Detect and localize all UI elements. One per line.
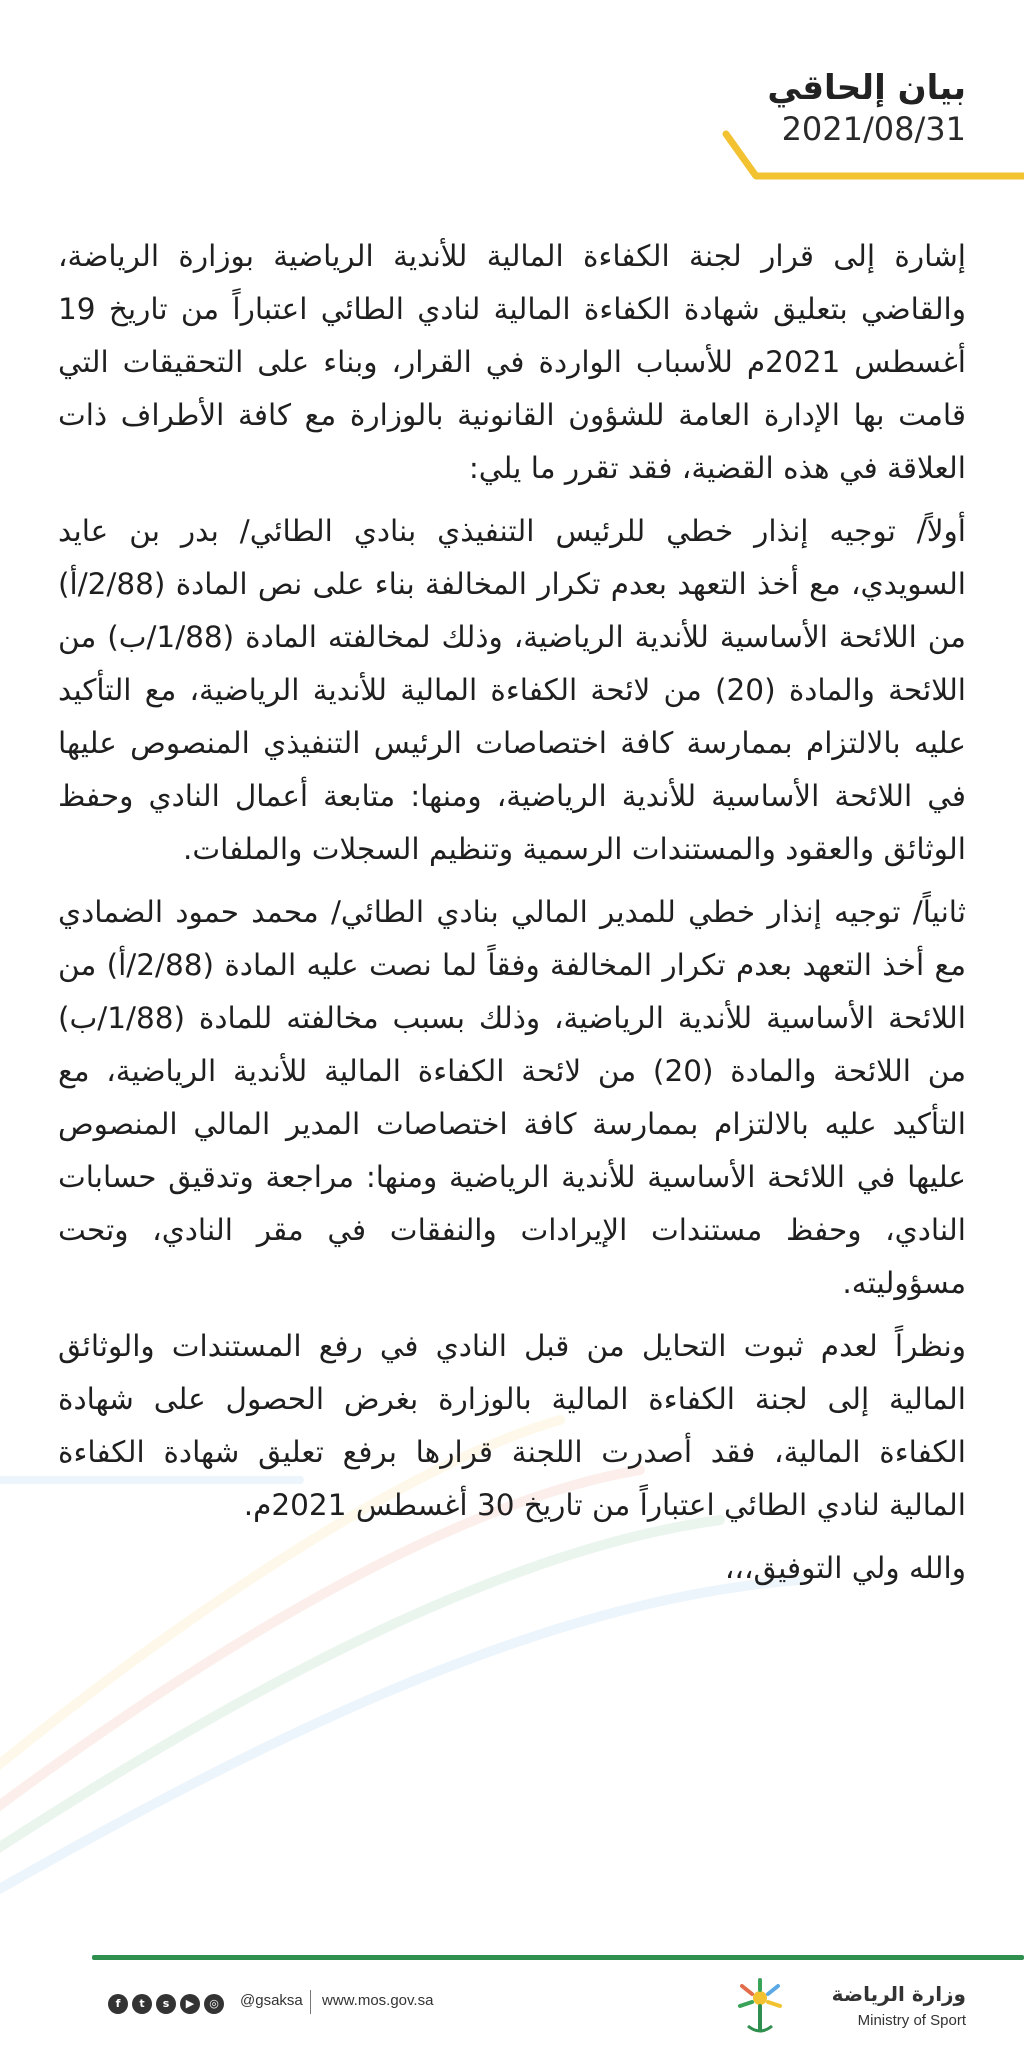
statement-body — [58, 230, 966, 1595]
snapchat-icon[interactable]: s — [156, 1994, 176, 2014]
statement-title: بيان إلحاقي — [767, 68, 966, 108]
ministry-name-arabic: وزارة الرياضة — [831, 1982, 966, 2006]
statement-date: 2021/08/31 — [781, 109, 966, 148]
ministry-name-english: Ministry of Sport — [857, 2012, 966, 2029]
twitter-icon[interactable]: t — [132, 1994, 152, 2014]
footer-divider — [92, 1955, 1024, 1960]
ministry-emblem-icon — [730, 1976, 790, 2038]
footer — [0, 1970, 1024, 2048]
ministry-logo — [726, 1976, 966, 2042]
conclusion-paragraph: ونظراً لعدم ثبوت التحايل من قبل النادي في رفع المستندات والوثائق المالية إلى لجنة الكفاءة المالية بالوزارة بغرض الحصول على شهادة الكفاءة المالية، فقد أصدرت اللجنة قرارها برفع تعليق شهادة الكفاءة المالية لنادي الطائي اعتباراً من تاريخ 30 أغسطس 2021م. — [58, 1329, 966, 1522]
statement-header — [767, 68, 966, 150]
closing-line: والله ولي التوفيق،،، — [724, 1551, 966, 1585]
social-handle[interactable]: @gsaksa — [240, 1992, 303, 2009]
website-link[interactable]: www.mos.gov.sa — [322, 1992, 434, 2009]
social-icons-group — [108, 1994, 224, 2014]
youtube-icon[interactable]: ▶ — [180, 1994, 200, 2014]
first-decision-paragraph: أولاً/ توجيه إنذار خطي للرئيس التنفيذي بنادي الطائي/ بدر بن عايد السويدي، مع أخذ التعهد بعدم تكرار المخالفة بناء على نص المادة (2/88/أ) من اللائحة الأساسية للأندية الرياضية، وذلك لمخالفته المادة (1/88/ب) من اللائحة والمادة (20) من لائحة الكفاءة المالية للأندية الرياضية، مع التأكيد عليه بالالتزام بممارسة كافة اختصاصات الرئيس التنفيذي المنصوص عليها في اللائحة الأساسية للأندية الرياضية، ومنها: متابعة أعمال النادي وحفظ الوثائق والعقود والمستندات الرسمية وتنظيم السجلات والملفات. — [58, 514, 966, 866]
instagram-icon[interactable]: ◎ — [204, 1994, 224, 2014]
intro-paragraph: إشارة إلى قرار لجنة الكفاءة المالية للأندية الرياضية بوزارة الرياضة، والقاضي بتعليق شهادة الكفاءة المالية لنادي الطائي اعتباراً من تاريخ 19 أغسطس 2021م للأسباب الواردة في القرار، وبناء على التحقيقات التي قامت بها الإدارة العامة للشؤون القانونية بالوزارة مع كافة الأطراف ذات العلاقة في هذه القضية، فقد تقرر ما يلي: — [58, 239, 966, 485]
footer-separator — [310, 1990, 311, 2014]
facebook-icon[interactable]: f — [108, 1994, 128, 2014]
second-decision-paragraph: ثانياً/ توجيه إنذار خطي للمدير المالي بنادي الطائي/ محمد حمود الضمادي مع أخذ التعهد بعدم تكرار المخالفة وفقاً لما نصت عليه المادة (2/88/أ) من اللائحة الأساسية للأندية الرياضية، وذلك بسبب مخالفته للمادة (1/88/ب) من اللائحة والمادة (20) من لائحة الكفاءة المالية للأندية الرياضية، مع التأكيد عليه بالالتزام بممارسة كافة اختصاصات المدير المالي المنصوص عليها في اللائحة الأساسية للأندية الرياضية ومنها: مراجعة وتدقيق حسابات النادي، وحفظ مستندات الإيرادات والنفقات في مقر النادي، وتحت مسؤوليته. — [58, 895, 966, 1300]
